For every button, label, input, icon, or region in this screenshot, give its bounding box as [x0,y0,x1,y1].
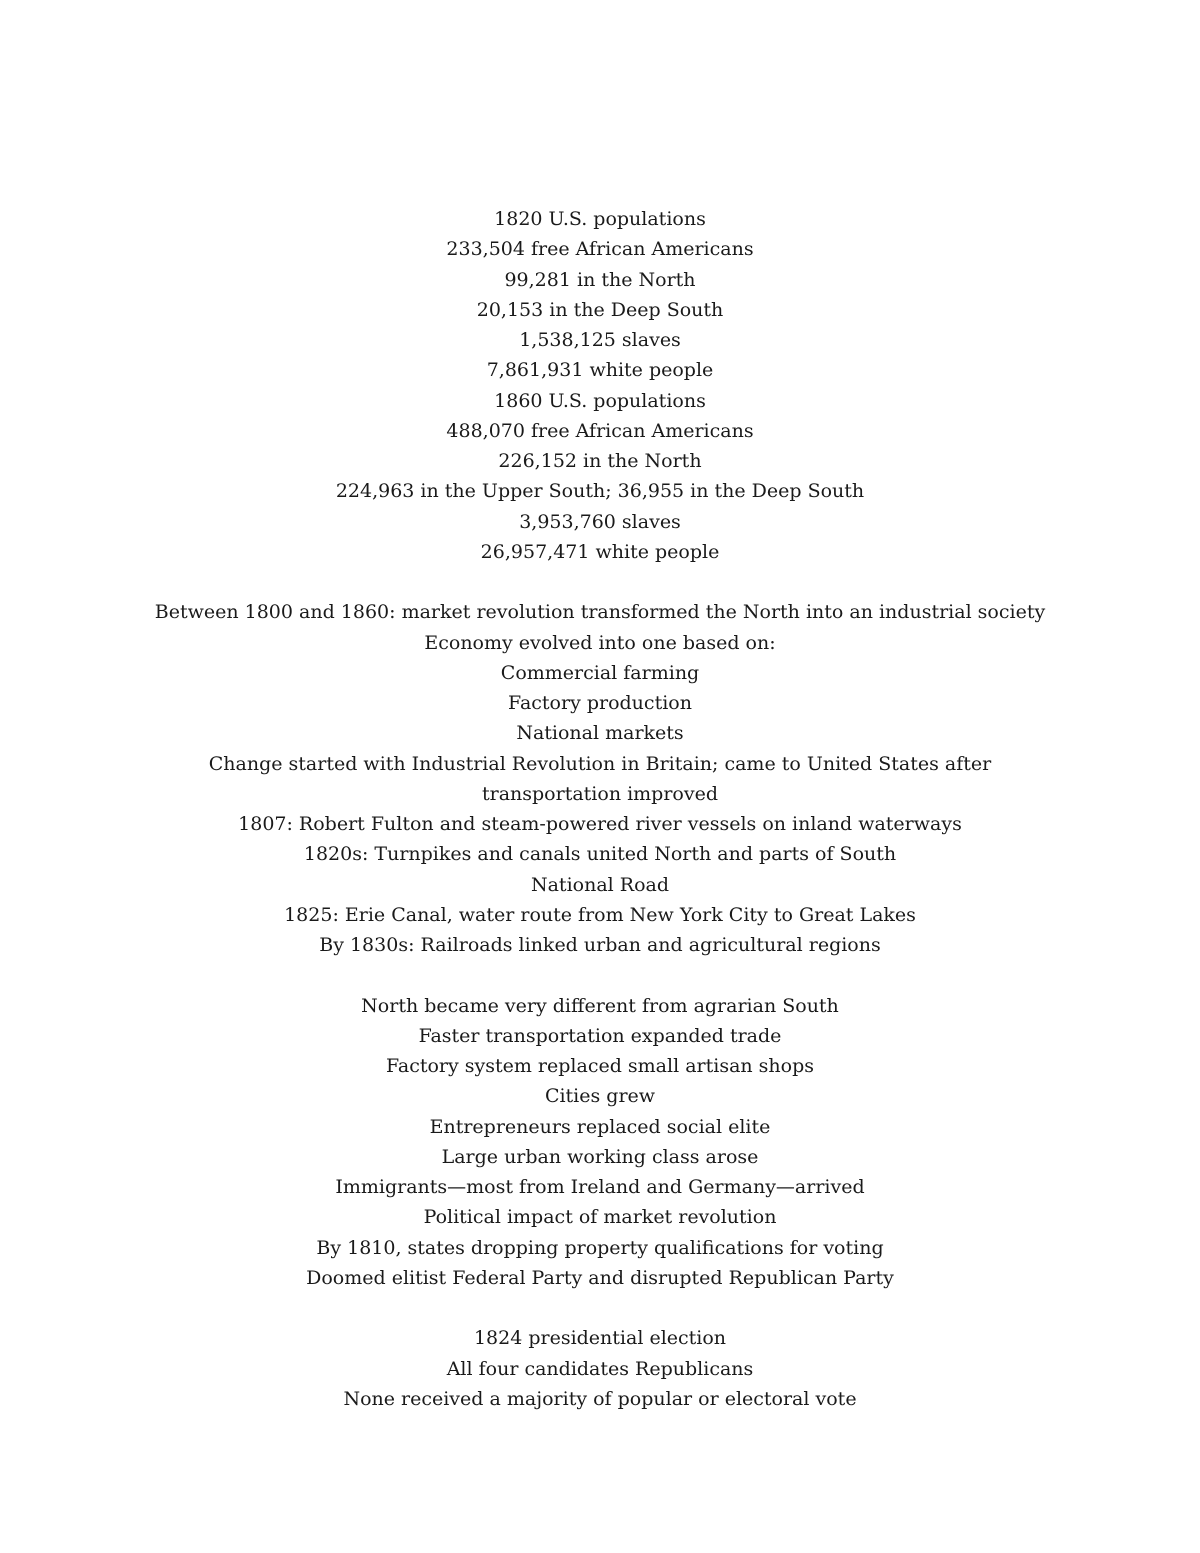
text-line: Immigrants—most from Ireland and Germany—arrived [335,1176,865,1198]
text-line: By 1830s: Railroads linked urban and agricultural regions [319,934,881,956]
text-line: Large urban working class arose [441,1145,759,1168]
text-line: Change started with Industrial Revolution in Britain; came to United States after transportation improved [208,752,992,805]
text-line: 226,152 in the North [498,450,702,472]
text-line: None received a majority of popular or electoral vote [343,1387,857,1410]
text-line: Commercial farming [500,661,700,684]
text-line: 488,070 free African Americans [446,419,754,442]
text-line: 26,957,471 white people [480,540,720,563]
text-line: 1825: Erie Canal, water route from New York City to Great Lakes [284,903,916,926]
text-line: By 1810, states dropping property qualifications for voting [316,1236,884,1259]
text-line: 1807: Robert Fulton and steam-powered river vessels on inland waterways [238,813,962,835]
text-line: National Road [530,873,670,896]
text-line: North became very different from agrarian South [361,994,839,1017]
section-election-1824 [150,1323,1050,1414]
text-line: 224,963 in the Upper South; 36,955 in the Deep South [335,480,865,503]
text-line: 1860 U.S. populations [494,389,706,412]
document-body [150,204,1050,1414]
text-line: 3,953,760 slaves [519,510,681,533]
text-line: Between 1800 and 1860: market revolution transformed the North into an industrial society [154,601,1046,624]
section-gap [150,567,1050,597]
section-gap [150,1293,1050,1323]
text-line: Entrepreneurs replaced social elite [429,1115,771,1138]
text-line: 20,153 in the Deep South [476,298,724,321]
text-line: 99,281 in the North [504,268,696,291]
text-line: 233,504 free African Americans [446,238,754,261]
section-north-south [150,991,1050,1294]
text-line: Faster transportation expanded trade [418,1024,782,1047]
text-line: Economy evolved into one based on: [424,631,776,654]
section-populations [150,204,1050,567]
text-line: Political impact of market revolution [423,1206,777,1229]
section-gap [150,960,1050,990]
text-line: Factory production [508,692,692,714]
text-line: National markets [516,722,684,745]
text-line: 7,861,931 white people [486,359,714,382]
text-line: 1820s: Turnpikes and canals united North and parts of South [303,843,897,866]
text-line: Cities grew [544,1085,656,1108]
text-line: 1824 presidential election [473,1327,727,1350]
text-line: Factory system replaced small artisan shops [385,1055,815,1077]
text-line: 1,538,125 slaves [519,329,681,351]
text-line: Doomed elitist Federal Party and disrupted Republican Party [306,1266,894,1289]
section-market-revolution [150,597,1050,960]
text-line: 1820 U.S. populations [494,208,706,230]
text-line: All four candidates Republicans [446,1357,754,1380]
